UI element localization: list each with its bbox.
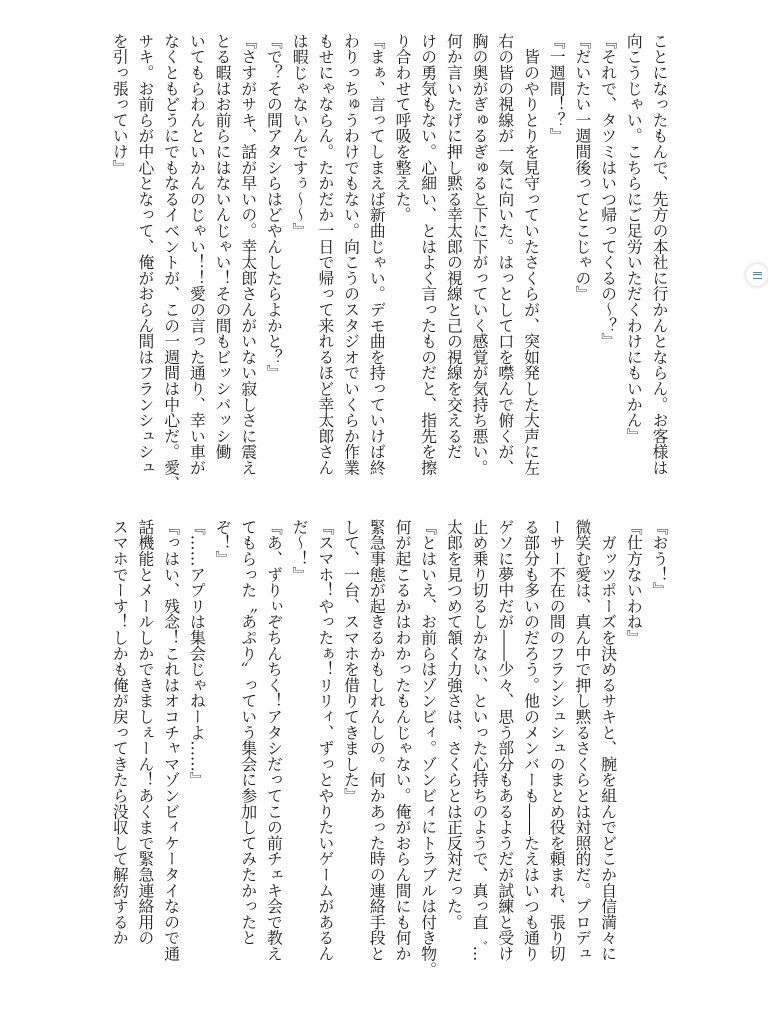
text-line: スマホでーす！しかも俺が戻ってきたら没収して解約するか [110,519,130,946]
text-block-bottom [106,519,672,978]
text-line: 微笑む愛は、真ん中で押し黙るさくらとは対照的だ。プロデュ [572,519,592,962]
text-line: 向こうじゃい。こちらにご足労いただくわけにもいかん』 [624,33,644,444]
text-line: 『それで、タツミはいつ帰ってくるの～？』 [598,33,618,349]
text-line: 『っはい、残念！これはオコチャマゾンビィケータイなので通 [161,519,181,962]
text-line: とる暇はお前らにはないんじゃい！その間もビッシバッシ働 [213,33,233,460]
text-line: 『さすがサキ、話が早いの。幸太郎さんがいない寂しさに震え [238,33,258,476]
text-line: 何か言いたげに押し黙る幸太郎の視線と己の視線を交えるだ [444,33,464,460]
text-line: 止め乗り切るしかない、といった心持ちのようで、真っ直゛… [470,519,490,962]
text-line: 皆のやりとりを見守っていたさくらが、突如発した大声に左 [521,33,541,476]
text-line: いてもらわんといかんのじゃい！！愛の言った通り、幸い車が [187,33,207,476]
text-line: もせにゃならん。たかだか一日で帰って来れるほど幸太郎さん [315,33,335,476]
text-line: ことになったもんで、先方の本社に行かんとならん。お客様は [650,33,669,476]
text-line: 『だいたい一週間後ってとこじゃの』 [572,33,592,302]
text-line: 話機能とメールしかできましぇーん！あくまで緊急連絡用の [135,519,155,946]
text-line: 太郎を見つめて頷く力強さは、さくらとは正反対だった。 [444,519,464,930]
text-line: だ～！』 [290,519,310,583]
text-line: ガッツポーズを決めるサキと、腕を組んでどこか自信満々に [598,519,618,962]
text-line: 『あ、ずりぃぞちんちく！アタシだってこの前チェキ会で教え [264,519,284,962]
text-line: 『とはいえ、お前らはゾンビィ。ゾンビィにトラブルは付き物。 [418,519,438,978]
text-line: てもらった〝あぷり〟っていう集会に参加してみたかったと [238,519,258,946]
text-line: して、一台、スマホを借りてきました』 [341,519,361,804]
text-line: 『仕方ないわね』 [624,519,644,646]
text-line: サキ。お前らが中心となって、俺がおらん間はフランシュシュ [135,33,155,476]
text-line: なくともどうにでもなるイベントが、この一週間は中心だ。愛、 [161,33,181,492]
text-line: ぞ！』 [213,519,233,567]
text-line: 『一週間！？』 [547,33,567,144]
text-line: を引っ張っていけ』 [110,33,130,176]
text-line: 『スマホ！やったぁ！リリィ、ずっとやりたいゲームがあるん [315,519,335,962]
text-line: けの勇気もない。心細い、とはよく言ったものだと、指先を擦 [418,33,438,476]
text-line: り合わせて呼吸を整えた。 [392,33,412,223]
reader-menu-button[interactable] [746,264,768,286]
text-line: 右の皆の視線が一気に向いた。はっとして口を噤んで俯くが、 [495,33,515,476]
text-line: は暇じゃないんですぅ～～』 [290,33,310,239]
menu-icon [753,272,762,279]
text-line: 何が起こるかはわかったもんじゃない。俺がおらん間にも何か [392,519,412,962]
text-line: 緊急事態が起きるかもしれんしの。何かあった時の連絡手段と [367,519,387,962]
text-line: 『で？その間アタシらはどやんしたらよかと？』 [264,33,284,381]
text-line: 『まぁ、言ってしまえば新曲じゃい。デモ曲を持っていけば終 [367,33,387,476]
text-line: わりっちゅうわけでもない。向こうのスタジオでいくらか作業 [341,33,361,476]
text-line: ーサー不在の間のフランシュシュのまとめ役を頼まれ、張り切 [547,519,567,962]
text-block-top [106,33,672,492]
text-line: ゲソに夢中だが――少々、思う部分もあるようだが試練と受け [495,519,515,962]
text-line: 『……アプリは集会じゃねーよ……』 [187,519,207,788]
text-line: 『おう！』 [650,519,669,598]
text-line: る部分も多いのだろう。他のメンバーも――たえはいつも通り [521,519,541,962]
text-line: 胸の奥がぎゅるぎゅると下に下がっていく感覚が気持ち悪い。 [470,33,490,476]
